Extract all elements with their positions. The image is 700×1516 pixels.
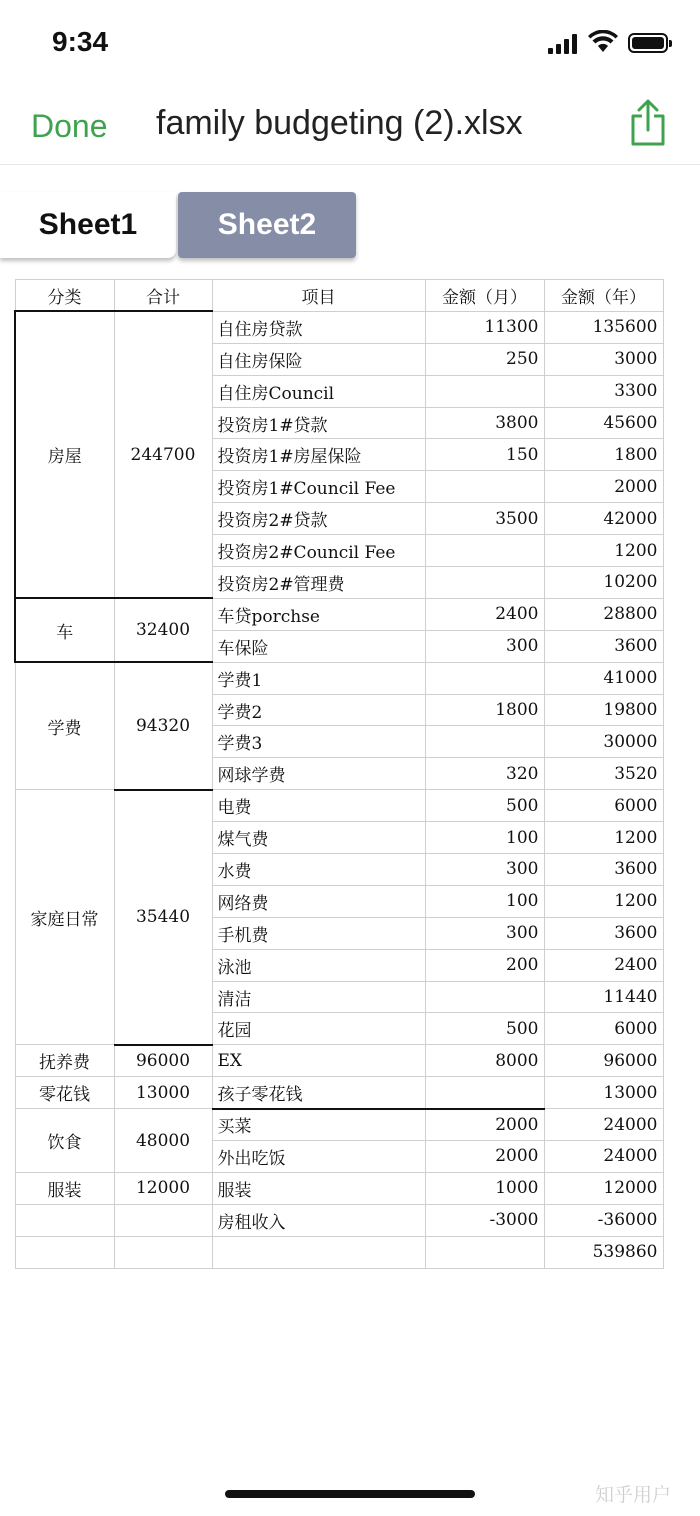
cell-monthly[interactable]: 100 — [425, 885, 544, 917]
cell-yearly[interactable]: 12000 — [544, 1172, 663, 1204]
cell-monthly[interactable]: 2000 — [425, 1141, 544, 1173]
cell-monthly[interactable]: 3800 — [425, 407, 544, 439]
cell-item[interactable]: 学费2 — [212, 694, 425, 726]
wifi-icon — [588, 30, 618, 54]
cell-yearly[interactable]: 6000 — [544, 790, 663, 822]
cell-yearly[interactable]: 3600 — [544, 917, 663, 949]
cell-item[interactable]: 学费1 — [212, 662, 425, 694]
table-body — [15, 311, 663, 1268]
tab-sheet2[interactable]: Sheet2 — [178, 192, 356, 258]
cell-item[interactable]: EX — [212, 1045, 425, 1077]
header-yearly[interactable]: 金额（年） — [544, 280, 663, 312]
cell-yearly[interactable]: 6000 — [544, 1013, 663, 1045]
cell-yearly[interactable]: 1200 — [544, 885, 663, 917]
table-row — [15, 1204, 663, 1236]
done-button[interactable]: Done — [31, 108, 108, 144]
cellular-signal-icon — [548, 34, 580, 54]
cell-monthly[interactable] — [425, 662, 544, 694]
table-row — [15, 311, 663, 343]
cell-monthly[interactable]: 500 — [425, 1013, 544, 1045]
battery-icon — [628, 33, 668, 53]
cell-yearly[interactable]: 135600 — [544, 311, 663, 343]
cell-monthly[interactable] — [425, 375, 544, 407]
status-time: 9:34 — [52, 26, 109, 57]
cell-total[interactable]: 35440 — [114, 790, 212, 1045]
cell-item[interactable]: 孩子零花钱 — [212, 1077, 425, 1109]
home-indicator[interactable] — [225, 1490, 475, 1498]
cell-monthly[interactable] — [425, 726, 544, 758]
table-row — [15, 1172, 663, 1204]
cell-monthly[interactable]: 300 — [425, 630, 544, 662]
table-row — [15, 790, 663, 822]
watermark: 知乎用户 — [595, 1484, 672, 1506]
table-row — [15, 1045, 663, 1077]
cell-monthly[interactable]: 3500 — [425, 503, 544, 535]
cell-yearly[interactable]: 13000 — [544, 1077, 663, 1109]
cell-monthly[interactable]: 300 — [425, 854, 544, 886]
cell-total[interactable]: 94320 — [114, 662, 212, 790]
table-row — [15, 1109, 663, 1141]
cell-item[interactable]: 花园 — [212, 1013, 425, 1045]
cell-yearly[interactable]: 1200 — [544, 822, 663, 854]
cell-monthly[interactable]: 2400 — [425, 598, 544, 630]
budget-table — [14, 279, 664, 1269]
cell-item[interactable]: 学费3 — [212, 726, 425, 758]
cell-item[interactable] — [212, 1236, 425, 1268]
cell-item[interactable]: 投资房2#Council Fee — [212, 535, 425, 567]
cell-yearly[interactable]: 41000 — [544, 662, 663, 694]
cell-item[interactable]: 煤气费 — [212, 822, 425, 854]
header-category[interactable]: 分类 — [15, 280, 114, 312]
cell-yearly[interactable]: 1200 — [544, 535, 663, 567]
cell-monthly[interactable]: 100 — [425, 822, 544, 854]
cell-item[interactable]: 服装 — [212, 1172, 425, 1204]
cell-total[interactable]: 32400 — [114, 598, 212, 662]
cell-yearly[interactable]: 24000 — [544, 1109, 663, 1141]
cell-monthly[interactable]: 8000 — [425, 1045, 544, 1077]
cell-item[interactable]: 水费 — [212, 854, 425, 886]
cell-item[interactable]: 投资房2#管理费 — [212, 567, 425, 599]
cell-yearly[interactable]: 2000 — [544, 471, 663, 503]
cell-yearly[interactable]: 19800 — [544, 694, 663, 726]
cell-total[interactable]: 13000 — [114, 1077, 212, 1109]
cell-monthly[interactable] — [425, 1236, 544, 1268]
status-bar — [0, 0, 700, 80]
cell-monthly[interactable]: 500 — [425, 790, 544, 822]
cell-total[interactable] — [114, 1204, 212, 1236]
cell-category[interactable]: 家庭日常 — [15, 790, 114, 1045]
cell-item[interactable]: 泳池 — [212, 949, 425, 981]
cell-yearly[interactable]: 1800 — [544, 439, 663, 471]
cell-yearly[interactable]: 3000 — [544, 343, 663, 375]
cell-category[interactable]: 饮食 — [15, 1109, 114, 1173]
cell-yearly[interactable]: 2400 — [544, 949, 663, 981]
header-total[interactable]: 合计 — [114, 280, 212, 312]
cell-yearly[interactable]: 45600 — [544, 407, 663, 439]
cell-category[interactable] — [15, 1204, 114, 1236]
table-row — [15, 662, 663, 694]
table-row — [15, 1236, 663, 1268]
cell-monthly[interactable]: 250 — [425, 343, 544, 375]
cell-category[interactable]: 房屋 — [15, 311, 114, 598]
cell-yearly[interactable]: 11440 — [544, 981, 663, 1013]
navigation-bar — [0, 86, 700, 165]
cell-item[interactable]: 车保险 — [212, 630, 425, 662]
cell-yearly[interactable]: 24000 — [544, 1141, 663, 1173]
cell-monthly[interactable] — [425, 567, 544, 599]
cell-yearly[interactable]: 3600 — [544, 854, 663, 886]
cell-monthly[interactable]: 300 — [425, 917, 544, 949]
cell-item[interactable]: 自住房保险 — [212, 343, 425, 375]
cell-grand-total[interactable]: 539860 — [544, 1236, 663, 1268]
tab-sheet1[interactable]: Sheet1 — [0, 192, 176, 258]
cell-monthly[interactable]: 1800 — [425, 694, 544, 726]
cell-yearly[interactable]: 3520 — [544, 758, 663, 790]
share-icon[interactable] — [628, 98, 668, 148]
cell-monthly[interactable]: 11300 — [425, 311, 544, 343]
cell-monthly[interactable]: 200 — [425, 949, 544, 981]
cell-item[interactable]: 买菜 — [212, 1109, 425, 1141]
cell-item[interactable]: 网球学费 — [212, 758, 425, 790]
cell-yearly[interactable]: 3600 — [544, 630, 663, 662]
table-row — [15, 598, 663, 630]
cell-monthly[interactable]: 1000 — [425, 1172, 544, 1204]
cell-yearly[interactable]: -36000 — [544, 1204, 663, 1236]
cell-yearly[interactable]: 3300 — [544, 375, 663, 407]
cell-item[interactable]: 手机费 — [212, 917, 425, 949]
cell-yearly[interactable]: 42000 — [544, 503, 663, 535]
cell-yearly[interactable]: 10200 — [544, 567, 663, 599]
cell-yearly[interactable]: 30000 — [544, 726, 663, 758]
cell-category[interactable]: 车 — [15, 598, 114, 662]
document-title: family budgeting (2).xlsx — [156, 104, 523, 142]
cell-monthly[interactable] — [425, 535, 544, 567]
cell-item[interactable]: 房租收入 — [212, 1204, 425, 1236]
cell-item[interactable]: 车贷porchse — [212, 598, 425, 630]
cell-item[interactable]: 投资房2#贷款 — [212, 503, 425, 535]
cell-yearly[interactable]: 28800 — [544, 598, 663, 630]
cell-category[interactable]: 抚养费 — [15, 1045, 114, 1077]
cell-yearly[interactable]: 96000 — [544, 1045, 663, 1077]
cell-item[interactable]: 外出吃饭 — [212, 1141, 425, 1173]
cell-item[interactable]: 自住房贷款 — [212, 311, 425, 343]
cell-monthly[interactable]: 150 — [425, 439, 544, 471]
cell-item[interactable]: 自住房Council — [212, 375, 425, 407]
cell-category[interactable]: 零花钱 — [15, 1077, 114, 1109]
cell-item[interactable]: 清洁 — [212, 981, 425, 1013]
header-monthly[interactable]: 金额（月） — [425, 280, 544, 312]
sheet-tab-bar — [0, 192, 700, 264]
cell-monthly[interactable] — [425, 1077, 544, 1109]
cell-item[interactable]: 投资房1#贷款 — [212, 407, 425, 439]
cell-item[interactable]: 网络费 — [212, 885, 425, 917]
cell-total[interactable]: 48000 — [114, 1109, 212, 1173]
cell-total[interactable]: 12000 — [114, 1172, 212, 1204]
cell-monthly[interactable] — [425, 981, 544, 1013]
cell-monthly[interactable]: -3000 — [425, 1204, 544, 1236]
table-row — [15, 1077, 663, 1109]
cell-total[interactable] — [114, 1236, 212, 1268]
cell-total[interactable]: 96000 — [114, 1045, 212, 1077]
cell-item[interactable]: 电费 — [212, 790, 425, 822]
cell-total[interactable]: 244700 — [114, 311, 212, 598]
cell-category[interactable] — [15, 1236, 114, 1268]
header-item[interactable]: 项目 — [212, 280, 425, 312]
cell-monthly[interactable]: 320 — [425, 758, 544, 790]
cell-monthly[interactable] — [425, 471, 544, 503]
cell-item[interactable]: 投资房1#Council Fee — [212, 471, 425, 503]
cell-monthly[interactable]: 2000 — [425, 1109, 544, 1141]
header-row — [15, 280, 663, 312]
cell-category[interactable]: 服装 — [15, 1172, 114, 1204]
cell-category[interactable]: 学费 — [15, 662, 114, 790]
cell-item[interactable]: 投资房1#房屋保险 — [212, 439, 425, 471]
